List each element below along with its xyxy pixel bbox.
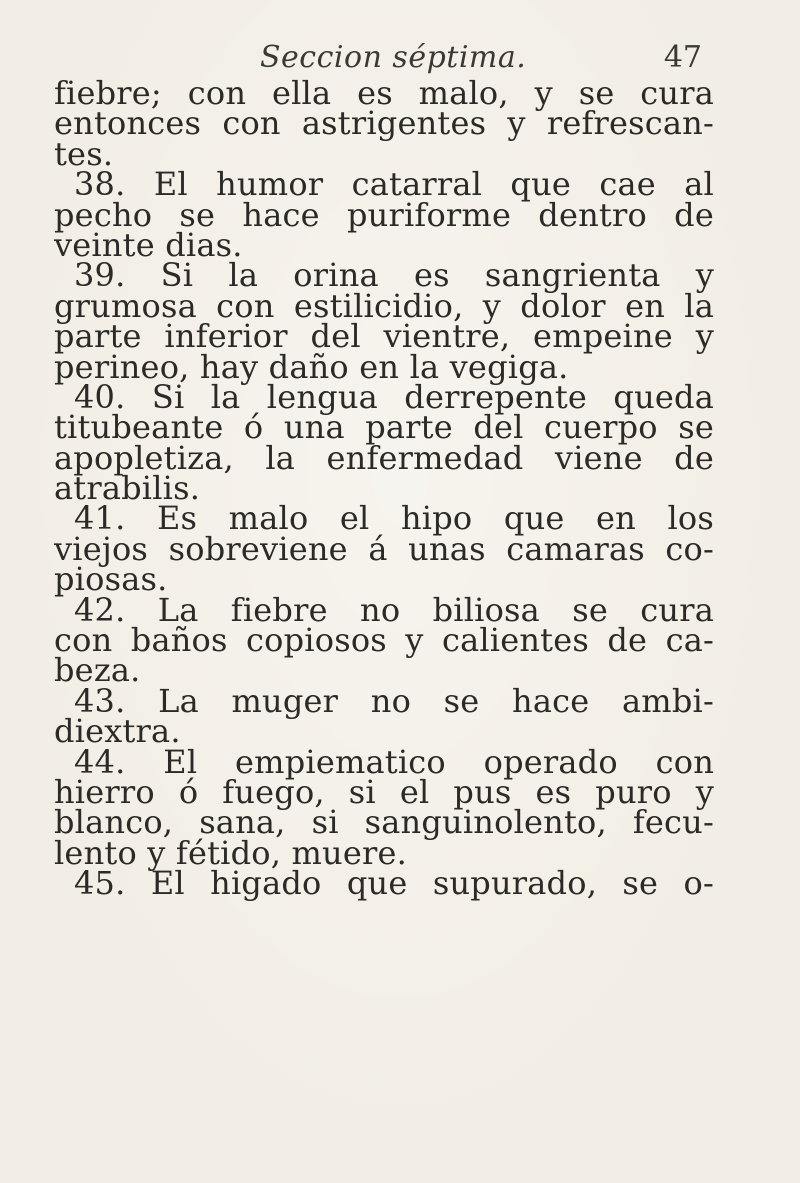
text-line: grumosa con estilicidio, y dolor en la (54, 286, 714, 325)
text-line: fiebre; con ella es malo, y se cura (54, 74, 714, 112)
text-line: entonces con astrigentes y refrescan- (54, 104, 714, 143)
text-line: blanco, sana, si sanguinolento, fecu- (54, 803, 714, 842)
text-line: piosas. (54, 560, 168, 599)
text-line: con baños copiosos y calientes de ca- (54, 621, 714, 660)
text-line: veinte dias. (54, 225, 243, 264)
text-line: perineo, hay daño en la vegiga. (54, 347, 569, 386)
text-line: 41. Es malo el hipo que en los (74, 499, 714, 538)
text-line: apopletiza, la enfermedad viene de (54, 438, 714, 477)
text-line: 38. El humor catarral que cae al (74, 165, 714, 204)
text-line: diextra. (54, 712, 181, 751)
page-number: 47 (663, 40, 702, 75)
text-line: tes. (54, 134, 114, 173)
text-line: 45. El higado que supurado, se o- (74, 864, 714, 903)
text-line: lento y fétido, muere. (54, 833, 407, 872)
body-text (54, 74, 714, 903)
section-title: Seccion séptima. (260, 40, 527, 75)
text-line: titubeante ó una parte del cuerpo se (54, 408, 714, 447)
text-line: 40. Si la lengua derrepente queda (74, 377, 714, 416)
text-line: viejos sobreviene á unas camaras co- (54, 529, 714, 568)
text-line: hierro ó fuego, si el pus es puro y (54, 772, 714, 811)
text-line: atrabilis. (54, 469, 201, 508)
text-line: 39. Si la orina es sangrienta y (74, 256, 714, 295)
text-line: 44. El empiematico operado con (74, 742, 714, 781)
text-line: parte inferior del vientre, empeine y (54, 317, 714, 356)
text-line: beza. (54, 651, 141, 690)
text-line: 43. La muger no se hace ambi- (74, 681, 714, 720)
text-line: pecho se hace puriforme dentro de (54, 195, 714, 234)
text-line: 42. La fiebre no biliosa se cura (74, 590, 714, 629)
